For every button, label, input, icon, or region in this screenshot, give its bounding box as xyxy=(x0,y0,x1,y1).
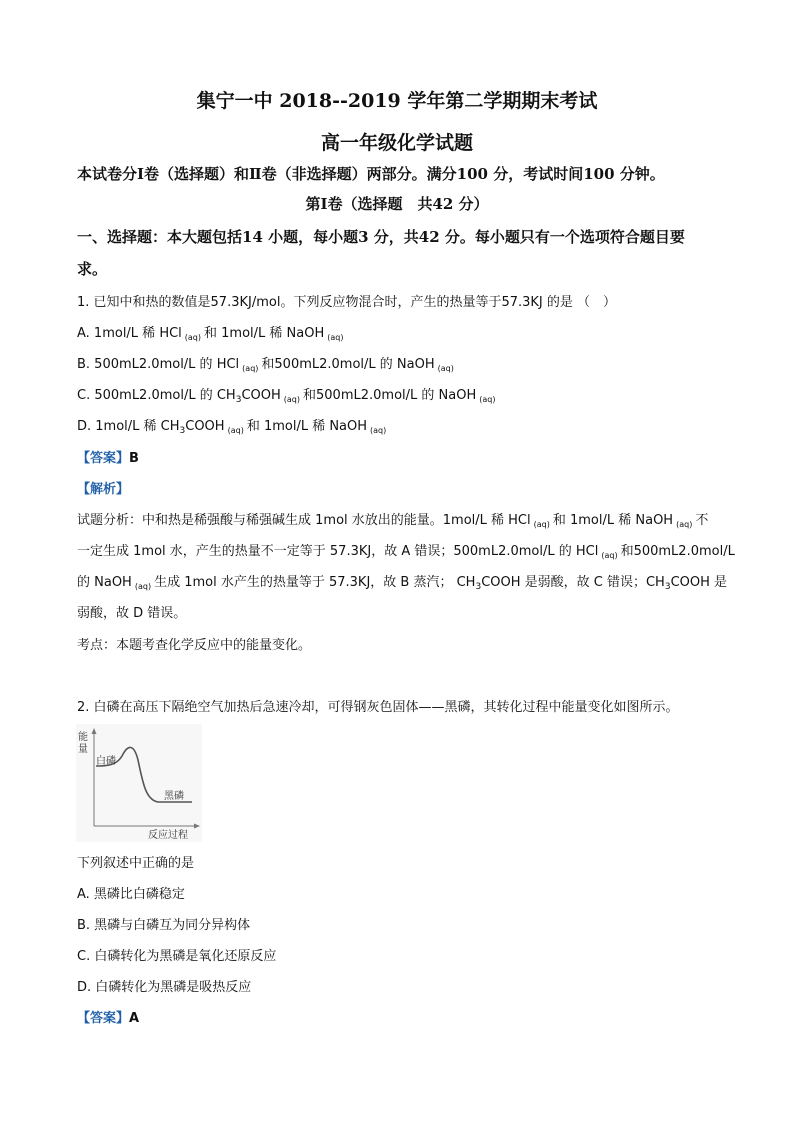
instruction-line-2: 求。 xyxy=(77,260,108,278)
q2-stem: 2. 白磷在高压下隔绝空气加热后急速冷却，可得钢灰色固体——黑磷，其转化过程中能量变化如图所示。 xyxy=(77,700,679,715)
white-phosphorus-label: 白磷 xyxy=(96,756,116,767)
energy-diagram xyxy=(76,724,202,842)
q2-answer: 【答案】A xyxy=(77,1011,140,1026)
x-axis-label: 反应过程 xyxy=(148,830,188,841)
exam-subtitle: 高一年级化学试题 xyxy=(320,132,473,154)
q1-option-b: B. 500mL2.0mol/L 的 HCl $_{(aq)}$ 和500mL2.0mol/L 的 NaOH $_{(aq)}$ xyxy=(77,357,454,373)
q1-kaodian: 考点：本题考查化学反应中的能量变化。 xyxy=(77,638,312,653)
q1-stem: 1. 已知中和热的数值是57.3KJ/mol。下列反应物混合时，产生的热量等于57.3KJ 的是 （ ） xyxy=(77,295,617,310)
q2-option-c: C. 白磷转化为黑磷是氧化还原反应 xyxy=(77,949,277,964)
q2-option-b: B. 黑磷与白磷互为同分异构体 xyxy=(77,918,251,933)
q1-analysis-label: 【解析】 xyxy=(77,482,130,497)
q2-option-a: A. 黑磷比白磷稳定 xyxy=(77,887,185,902)
black-phosphorus-label: 黑磷 xyxy=(164,791,184,802)
y-label-bottom: 量 xyxy=(78,744,88,755)
q2-answer-value: A xyxy=(129,1011,140,1026)
q1-answer-value: B xyxy=(129,451,139,466)
q1-analysis-line-1: 试题分析：中和热是稀强酸与稀强碱生成 1mol 水放出的能量。1mol/L 稀 HCl $_{(aq)}$ 和 1mol/L 稀 NaOH $_{(aq)}$ 不 xyxy=(77,513,709,529)
q1-answer: 【答案】B xyxy=(77,451,139,466)
instruction-line-1: 一、选择题：本大题包括14 小题，每小题3 分，共42 分。每小题只有一个选项符合题目要 xyxy=(77,228,685,246)
y-label-top: 能 xyxy=(78,732,88,743)
q1-option-d: D. 1mol/L 稀 $CH_3COOH$ $_{(aq)}$ 和 1mol/L 稀 NaOH $_{(aq)}$ xyxy=(77,419,387,436)
q1-analysis-line-2: 一定生成 1mol 水，产生的热量不一定等于 57.3KJ，故 A 错误；500mL2.0mol/L 的 HCl $_{(aq)}$ 和500mL2.0mol/L xyxy=(77,544,735,560)
exam-intro: 本试卷分Ⅰ卷（选择题）和Ⅱ卷（非选择题）两部分。满分100 分，考试时间100 分钟。 xyxy=(77,165,665,183)
exam-title: 集宁一中 2018--2019 学年第二学期期末考试 xyxy=(196,90,598,112)
q2-prompt: 下列叙述中正确的是 xyxy=(77,856,195,871)
q1-analysis-line-3: 的 NaOH $_{(aq)}$ 生成 1mol 水产生的热量等于 57.3KJ，故 B 蒸汽； $CH_3COOH$ 是弱酸，故 C 错误；$CH_3COOH$ 是 xyxy=(77,575,728,592)
q1-analysis-line-4: 弱酸，故 D 错误。 xyxy=(77,606,187,621)
section-heading: 第Ⅰ卷（选择题 共42 分） xyxy=(305,195,489,213)
q1-option-c: C. 500mL2.0mol/L 的 $CH_3COOH$ $_{(aq)}$ 和500mL2.0mol/L 的 NaOH $_{(aq)}$ xyxy=(77,388,496,405)
q2-option-d: D. 白磷转化为黑磷是吸热反应 xyxy=(77,980,252,995)
q1-option-a: A. 1mol/L 稀 HCl $_{(aq)}$ 和 1mol/L 稀 NaOH $_{(aq)}$ xyxy=(77,326,344,342)
figure-background xyxy=(76,724,202,842)
